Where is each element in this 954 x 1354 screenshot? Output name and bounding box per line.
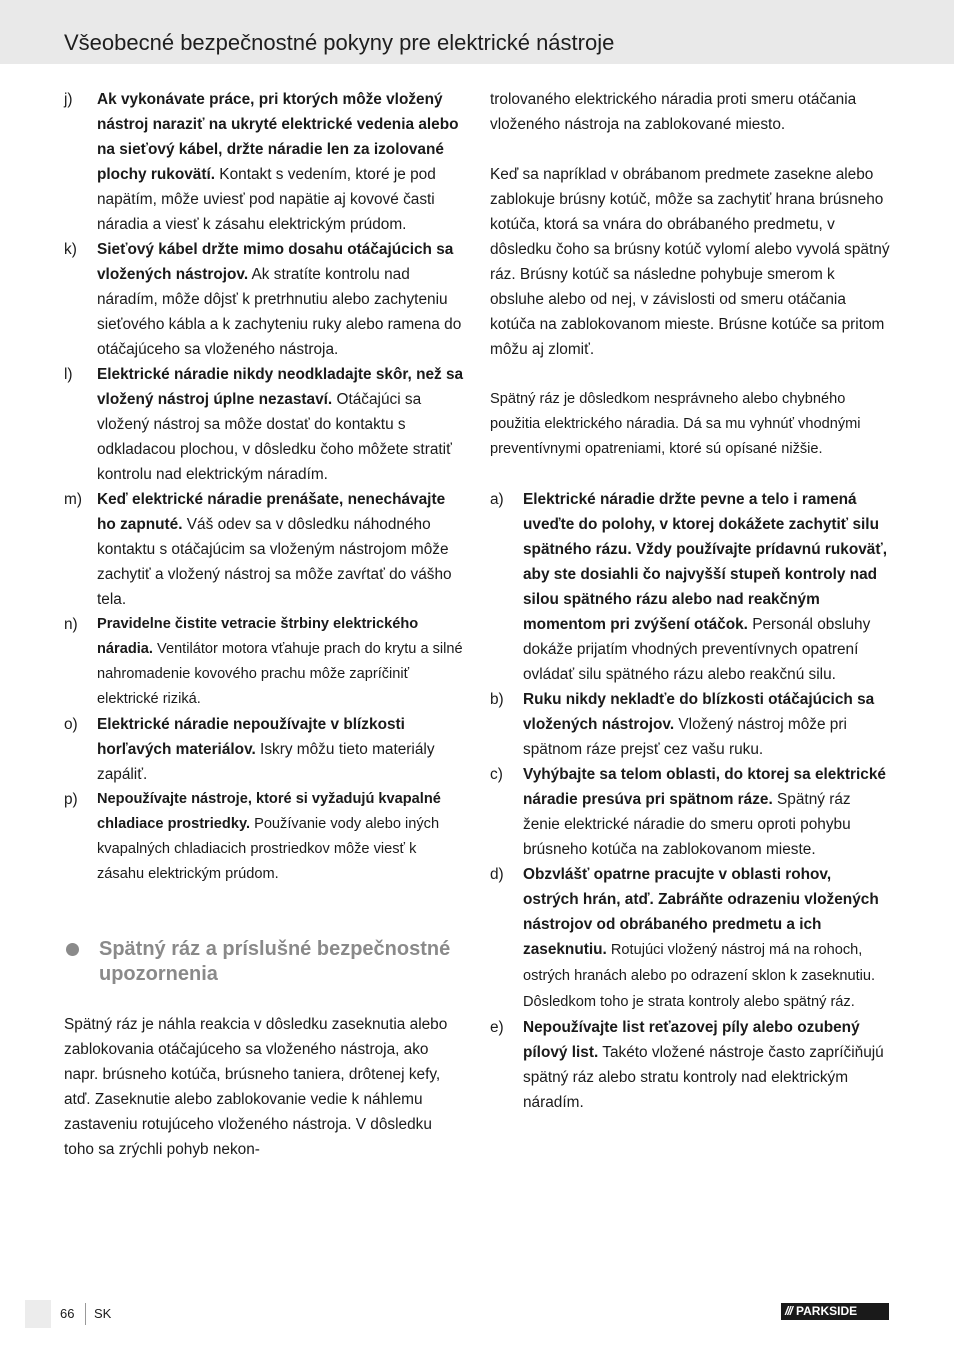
item-text: Váš odev sa v dôsledku náhodného kontaktu s otáčajúcim sa vloženým nástrojom môže zachytiť a vložený nástroj sa môže zavŕtať do vášho tela. <box>97 516 452 608</box>
item-body <box>97 237 464 362</box>
item-body <box>97 787 464 887</box>
item-bold: Nepoužívajte list reťazovej píly alebo ozubený pílový list. <box>523 1019 860 1061</box>
item-body <box>523 862 890 1015</box>
item-body <box>97 487 464 612</box>
footer-divider <box>85 1303 86 1325</box>
list-item <box>64 87 464 237</box>
item-label: o) <box>64 716 78 733</box>
spacer <box>64 887 464 912</box>
list-item <box>490 1015 890 1115</box>
item-text: Kontakt s vedením, ktoré je pod napätím, môže uviesť pod napätie aj kovové časti náradia a viesť k zásahu elektrickým prúdom. <box>97 166 436 233</box>
section-heading <box>64 937 464 987</box>
item-text: Otáčajúci sa vložený nástroj sa môže dostať do kontaktu s odkladacou plochou, v dôsledku čoho môžete stratiť kontrolu nad elektrickým náradím. <box>97 391 452 483</box>
left-column <box>64 87 464 1162</box>
item-label: j) <box>64 91 73 108</box>
item-body <box>523 487 890 687</box>
bullet-icon <box>66 943 79 956</box>
page-header <box>0 0 954 64</box>
item-bold: Pravidelne čistite vetracie štrbiny elektrického náradia. <box>97 616 419 657</box>
item-text: Používanie vody alebo iných kvapalných chladiacich prostriedkov môže viesť k zásahu elektrickým prúdom. <box>97 816 440 882</box>
item-label: b) <box>490 691 504 708</box>
item-bold: Keď elektrické náradie prenášate, nenechávajte ho zapnuté. <box>97 491 446 533</box>
item-text: Spätný ráz ženie elektrické náradie do smeru oproti pohybu brúsneho kotúča na zablokovanom mieste. <box>523 791 851 858</box>
item-label: l) <box>64 366 73 383</box>
language-code: SK <box>94 1306 112 1321</box>
list-item <box>490 487 890 687</box>
item-text: Personál obsluhy dokáže prijatím vhodných preventívnych opatrení ovládať silu spätného rázu alebo reakčnú silu. <box>523 616 871 683</box>
spacer <box>64 987 464 1012</box>
item-label: m) <box>64 491 82 508</box>
spacer <box>490 462 890 487</box>
item-body <box>523 1015 890 1115</box>
item-label: n) <box>64 616 78 633</box>
item-text: Ak stratíte kontrolu nad náradím, môže dôjsť k pretrhnutiu alebo zachyteniu sieťového kábla a k zachyteniu ruky alebo ramena do otáčajúceho sa vloženého nástroja. <box>97 266 462 358</box>
list-item <box>490 762 890 862</box>
item-body <box>97 362 464 487</box>
item-text: Iskry môžu tieto materiály zapáliť. <box>97 741 435 783</box>
list-item <box>64 487 464 612</box>
spacer <box>490 362 890 387</box>
paragraph: trolovaného elektrického náradia proti smeru otáčania vloženého nástroja na zablokované miesto. <box>490 91 857 133</box>
item-body <box>523 762 890 862</box>
item-bold: Sieťový kábel držte mimo dosahu otáčajúcich sa vložených nástrojov. <box>97 241 454 283</box>
parkside-logo <box>781 1303 889 1320</box>
list-item <box>490 862 890 1015</box>
right-column <box>490 87 890 1115</box>
item-label: d) <box>490 866 504 883</box>
item-label: k) <box>64 241 77 258</box>
item-label: c) <box>490 766 503 783</box>
item-bold: Elektrické náradie nepoužívajte v blízkosti horľavých materiálov. <box>97 716 405 758</box>
item-body <box>97 612 464 712</box>
item-text: Vložený nástroj môže pri spätnom ráze prejsť cez vašu ruku. <box>523 716 847 758</box>
spacer <box>490 137 890 162</box>
item-bold: Elektrické náradie nikdy neodkladajte skôr, než sa vložený nástroj úplne nezastaví. <box>97 366 464 408</box>
item-body <box>97 712 464 787</box>
item-text: Takéto vložené nástroje často zapríčiňujú spätný ráz alebo stratu kontroly nad elektrickým náradím. <box>523 1044 884 1111</box>
item-bold: Nepoužívajte nástroje, ktoré si vyžadujú kvapalné chladiace prostriedky. <box>97 791 441 832</box>
list-item <box>64 787 464 887</box>
list-item <box>64 237 464 362</box>
page-number: 66 <box>60 1306 75 1321</box>
item-body <box>523 687 890 762</box>
item-text: Ventilátor motora vťahuje prach do krytu a silné nahromadenie kovového prachu môže zapríčiniť elektrické riziká. <box>97 641 463 707</box>
list-item <box>64 362 464 487</box>
paragraph: Spätný ráz je dôsledkom nesprávneho alebo chybného použitia elektrického náradia. Dá sa mu vyhnúť vhodnými preventívnymi opatreniami, ktoré sú opísané nižšie. <box>490 391 861 457</box>
item-bold: Ruku nikdy nekladťe do blízkosti otáčajúcich sa vložených nástrojov. <box>523 691 875 733</box>
item-bold: Elektrické náradie držte pevne a telo i ramená uveďte do polohy, v ktorej dokážete zachytiť silu spätného rázu. Vždy používajte prídavnú rukoväť, aby ste dosiahli čo najvyšší stupeň kontroly nad silou spätného rázu alebo nad reakčným momentom pri zvýšení otáčok. <box>523 491 887 633</box>
paragraph: Spätný ráz je náhla reakcia v dôsledku zaseknutia alebo zablokovania otáčajúceho sa vloženého nástroja, ako napr. brúsneho kotúča, brúsneho taniera, drôtenej kefy, atď. Zaseknutie alebo zablokovanie vedie k náhlemu zastaveniu rotujúceho vloženého nástroja. V dôsledku toho sa zrýchli pohyb nekon- <box>64 1016 448 1158</box>
paragraph: Keď sa napríklad v obrábanom predmete zasekne alebo zablokuje brúsny kotúč, môže sa zachytiť hrana brúsneho kotúča, ktorá sa vnára do obrábaného predmetu, v dôsledku čoho sa brúsny kotúč vylomí alebo vyvolá spätný ráz. Brúsny kotúč sa následne pohybuje smerom k obsluhe alebo od nej, v závislosti od smeru otáčania kotúča na zablokovanom mieste. Brúsne kotúče sa pritom môžu aj zlomiť. <box>490 166 890 358</box>
logo-stripes: /// <box>785 1304 793 1318</box>
item-bold: Obzvlášť opatrne pracujte v oblasti rohov, ostrých hrán, atď. Zabráňte odrazeniu vložených nástrojov od obrábaného predmetu a ich zaseknutiu. <box>523 866 879 958</box>
item-body <box>97 87 464 237</box>
logo-text: PARKSIDE <box>796 1304 858 1318</box>
list-item <box>490 687 890 762</box>
item-label: a) <box>490 491 504 508</box>
section-heading-text: Spätný ráz a príslušné bezpečnostné upozornenia <box>99 938 451 985</box>
list-item <box>64 712 464 787</box>
spacer <box>64 912 464 937</box>
item-bold: Ak vykonávate práce, pri ktorých môže vložený nástroj naraziť na ukryté elektrické vedenia alebo na sieťový kábel, držte náradie len za izolované plochy rukovätí. <box>97 91 459 183</box>
footer-box <box>25 1300 51 1328</box>
list-item <box>64 612 464 712</box>
item-text: Rotujúci vložený nástroj má na rohoch, ostrých hranách alebo po odrazení sklon k zaseknutiu. Dôsledkom toho je strata kontroly alebo spätný ráz. <box>523 942 876 1010</box>
page-title: Všeobecné bezpečnostné pokyny pre elektrické nástroje <box>64 30 615 55</box>
item-label: e) <box>490 1019 504 1036</box>
item-label: p) <box>64 791 78 808</box>
item-bold: Vyhýbajte sa telom oblasti, do ktorej sa elektrické náradie presúva pri spätnom ráze. <box>523 766 886 808</box>
